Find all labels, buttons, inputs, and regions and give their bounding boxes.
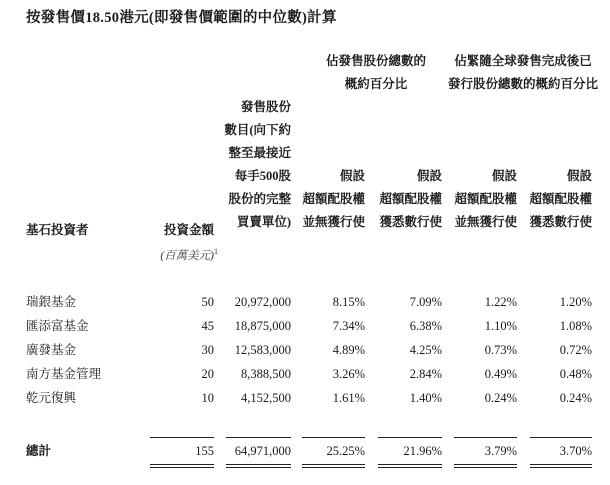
header-investor: 基石投資者	[26, 223, 89, 237]
header-line: 整至最接近	[228, 146, 291, 160]
header-line: 股份的完整	[228, 192, 291, 206]
header-line: 發售股份	[240, 100, 291, 114]
cell-amount: 20	[201, 367, 214, 381]
cell-investor: 廣發基金	[26, 343, 77, 357]
cell-shares: 18,875,000	[234, 319, 291, 333]
cell-amount: 50	[201, 295, 214, 309]
cell-offer-pct-full-overallotment: 4.25%	[409, 343, 442, 357]
header-offer-pct-no-overallotment	[302, 165, 365, 234]
cell-investor: 瑞銀基金	[26, 295, 77, 309]
group-header-total-shares	[448, 50, 598, 96]
rule	[226, 464, 291, 465]
rule	[530, 437, 592, 438]
cell-offer-pct-full-overallotment: 6.38%	[409, 319, 442, 333]
header-line: 假設	[339, 169, 365, 183]
header-line: 每手500股	[234, 169, 291, 183]
rule	[454, 467, 517, 468]
rule	[530, 467, 592, 468]
header-line: 假設	[566, 169, 592, 183]
rule	[378, 437, 442, 438]
cell-total-pct-full-overallotment: 1.08%	[559, 319, 592, 333]
cell-shares: 12,583,000	[234, 343, 291, 357]
header-total-pct-no-overallotment	[454, 165, 517, 234]
total-offer-pct-full-overallotment: 21.96%	[403, 444, 442, 458]
header-line: 假設	[491, 169, 517, 183]
cell-offer-pct-no-overallotment: 8.15%	[332, 295, 365, 309]
cell-total-pct-no-overallotment: 0.49%	[484, 367, 517, 381]
total-amount: 155	[195, 444, 214, 458]
header-line: 買賣單位)	[236, 215, 291, 229]
table-title: 按發售價18.50港元(即發售價範圍的中位數)計算	[26, 10, 337, 26]
cell-investor: 匯添富基金	[26, 319, 89, 333]
rule	[378, 467, 442, 468]
header-line: 並無獲行使	[302, 215, 365, 229]
cell-total-pct-full-overallotment: 1.20%	[559, 295, 592, 309]
rule	[150, 464, 214, 465]
group-header-offer-shares	[306, 50, 446, 96]
group-header-line: 發行股份總數的概約百分比	[448, 77, 599, 91]
cell-total-pct-full-overallotment: 0.24%	[559, 391, 592, 405]
cell-shares: 4,152,500	[241, 391, 291, 405]
cell-total-pct-full-overallotment: 0.72%	[559, 343, 592, 357]
total-shares: 64,971,000	[234, 444, 291, 458]
cell-amount: 10	[201, 391, 214, 405]
rule	[530, 464, 592, 465]
cell-amount: 45	[201, 319, 214, 333]
total-label: 總計	[26, 444, 52, 458]
cell-total-pct-no-overallotment: 1.22%	[484, 295, 517, 309]
total-total-pct-full-overallotment: 3.70%	[559, 444, 592, 458]
footnote-marker: 1	[214, 247, 218, 257]
cell-offer-pct-no-overallotment: 3.26%	[332, 367, 365, 381]
cell-investor: 乾元復興	[26, 391, 77, 405]
group-header-line: 佔緊隨全球發售完成後已	[454, 54, 592, 68]
cell-offer-pct-full-overallotment: 2.84%	[409, 367, 442, 381]
header-amount-unit: (百萬美元)$^1$	[160, 247, 218, 262]
group-header-line: 概約百分比	[344, 77, 408, 91]
rule	[226, 467, 291, 468]
header-line: 超額配股權	[302, 192, 365, 206]
header-line: 獲悉數行使	[529, 215, 592, 229]
cell-offer-pct-no-overallotment: 7.34%	[332, 319, 365, 333]
rule	[454, 437, 517, 438]
cell-shares: 8,388,500	[241, 367, 291, 381]
header-line: 並無獲行使	[454, 215, 517, 229]
header-line: 數目(向下約	[224, 123, 291, 137]
cell-offer-pct-full-overallotment: 1.40%	[409, 391, 442, 405]
header-line: 獲悉數行使	[379, 215, 442, 229]
rule	[378, 464, 442, 465]
header-amount: 投資金額	[163, 223, 214, 237]
rule	[150, 437, 214, 438]
header-offer-pct-full-overallotment	[379, 165, 442, 234]
total-total-pct-no-overallotment: 3.79%	[484, 444, 517, 458]
header-line: 超額配股權	[454, 192, 517, 206]
cell-investor: 南方基金管理	[26, 367, 102, 381]
rule	[150, 467, 214, 468]
header-total-pct-full-overallotment	[529, 165, 592, 234]
cell-amount: 30	[201, 343, 214, 357]
header-line: 假設	[416, 169, 442, 183]
header-offer-shares	[224, 96, 291, 234]
rule	[226, 437, 291, 438]
cell-offer-pct-full-overallotment: 7.09%	[409, 295, 442, 309]
rule	[302, 464, 365, 465]
cell-total-pct-no-overallotment: 0.73%	[484, 343, 517, 357]
rule	[302, 437, 365, 438]
cell-shares: 20,972,000	[234, 295, 291, 309]
cell-total-pct-full-overallotment: 0.48%	[559, 367, 592, 381]
header-line: 超額配股權	[529, 192, 592, 206]
total-offer-pct-no-overallotment: 25.25%	[326, 444, 365, 458]
cell-offer-pct-no-overallotment: 4.89%	[332, 343, 365, 357]
group-header-line: 佔發售股份總數的	[325, 54, 426, 68]
cell-total-pct-no-overallotment: 1.10%	[484, 319, 517, 333]
cell-total-pct-no-overallotment: 0.24%	[484, 391, 517, 405]
header-line: 超額配股權	[379, 192, 442, 206]
rule	[454, 464, 517, 465]
cell-offer-pct-no-overallotment: 1.61%	[332, 391, 365, 405]
rule	[302, 467, 365, 468]
